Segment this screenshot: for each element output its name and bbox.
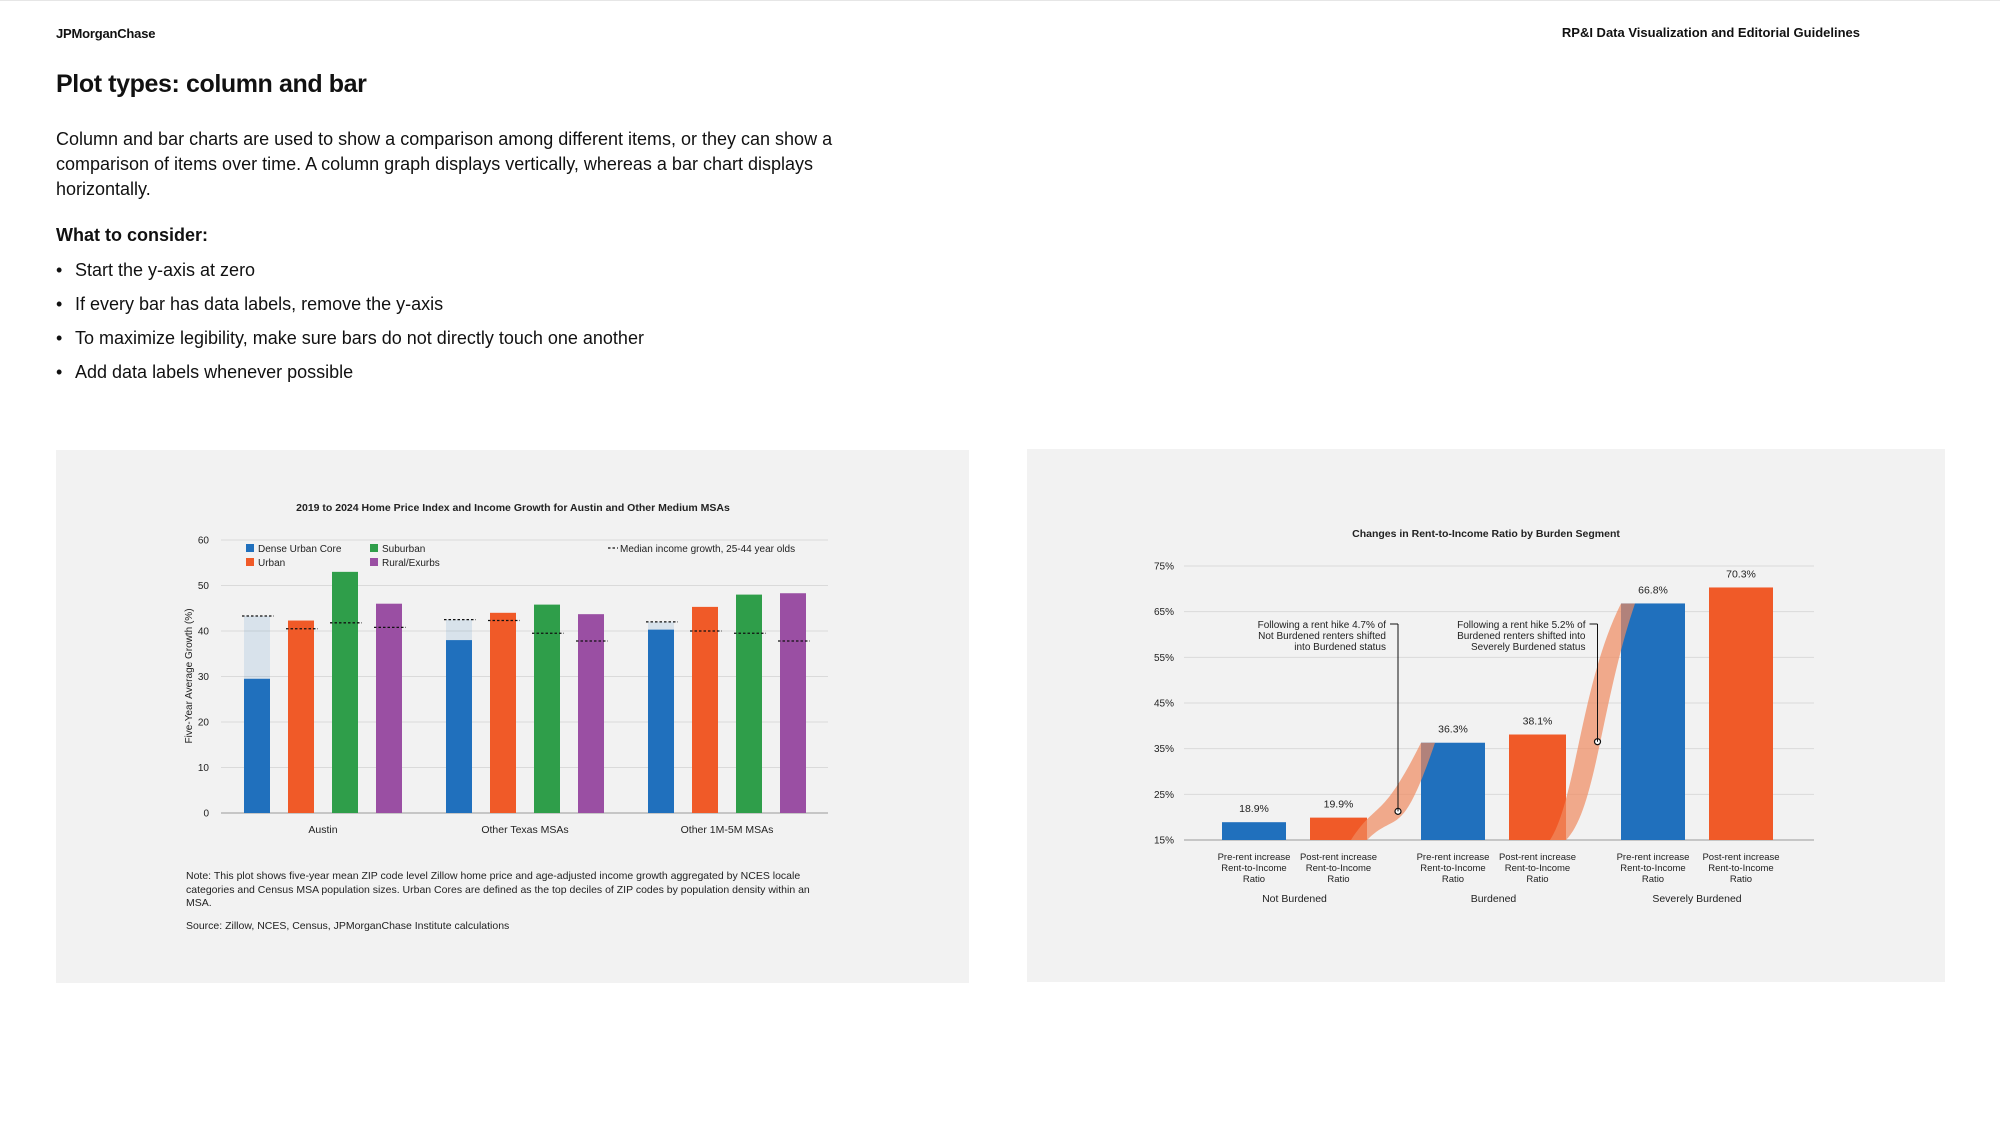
y-tick-label: 0 xyxy=(203,808,209,820)
x-category-label: Other Texas MSAs xyxy=(481,824,569,836)
data-bar xyxy=(244,679,270,813)
y-axis-label: Five-Year Average Growth (%) xyxy=(184,608,195,744)
data-bar xyxy=(376,604,402,813)
y-tick-label: 10 xyxy=(197,763,209,774)
annotation-text: into Burdened status xyxy=(1294,642,1386,653)
chart-rent-to-income xyxy=(1027,449,1945,982)
bar-label: Ratio xyxy=(1441,874,1465,885)
bar-label: Post-rent increase xyxy=(1702,852,1780,863)
data-bar xyxy=(1621,603,1685,840)
consider-heading: What to consider: xyxy=(56,225,208,245)
tip-item: • If every bar has data labels, remove the y-axis xyxy=(56,292,644,326)
bar-label: Ratio xyxy=(1641,874,1665,885)
annotation-text: Following a rent hike 5.2% of xyxy=(1457,620,1586,631)
bar-label: Post-rent increase xyxy=(1498,852,1577,863)
annotation-text: Not Burdened renters shifted xyxy=(1258,631,1386,642)
tip-item: • Start the y-axis at zero xyxy=(56,258,644,292)
data-label: 38.1% xyxy=(1522,715,1553,728)
data-bar xyxy=(446,640,472,813)
top-divider xyxy=(0,0,2000,1)
legend-label: Suburban xyxy=(382,544,426,555)
group-label: Burdened xyxy=(1470,893,1517,905)
data-label: 19.9% xyxy=(1323,798,1354,811)
legend-label: Dense Urban Core xyxy=(258,544,342,555)
data-bar xyxy=(736,595,762,813)
bar-label: Rent-to-Income xyxy=(1708,863,1774,874)
data-bar xyxy=(780,593,806,813)
data-bar xyxy=(288,621,314,813)
bar-label: Ratio xyxy=(1327,874,1350,885)
tips-list xyxy=(56,258,644,394)
group-label: Not Burdened xyxy=(1262,893,1327,905)
data-label: 18.9% xyxy=(1239,803,1269,816)
tip-item: • Add data labels whenever possible xyxy=(56,360,644,394)
legend-swatch xyxy=(246,544,254,552)
y-tick-label: 55% xyxy=(1153,652,1174,664)
y-tick-label: 30 xyxy=(197,672,209,683)
data-bar xyxy=(332,572,358,813)
y-tick-label: 75% xyxy=(1153,561,1174,573)
legend-label: Rural/Exurbs xyxy=(382,558,440,569)
legend-swatch xyxy=(246,558,254,566)
y-tick-label: 20 xyxy=(197,717,209,729)
bar-label: Rent-to-Income xyxy=(1221,863,1287,874)
chart-panel-home-price xyxy=(56,450,969,983)
legend-label: Urban xyxy=(258,558,286,569)
tip-item: • To maximize legibility, make sure bars do not directly touch one another xyxy=(56,326,644,360)
data-bar xyxy=(490,613,516,813)
data-bar xyxy=(1421,743,1485,840)
bar-label: Rent-to-Income xyxy=(1620,863,1686,874)
legend-swatch xyxy=(370,544,378,552)
intro-paragraph: Column and bar charts are used to show a comparison among different items, or they can show a comparison of items over time. A column graph displays vertically, whereas a bar chart displays horizontally. xyxy=(56,129,833,199)
legend-swatch xyxy=(370,558,378,566)
bar-label: Pre-rent increase xyxy=(1416,852,1490,863)
chart-title: Changes in Rent-to-Income Ratio by Burden Segment xyxy=(1352,528,1620,540)
y-tick-label: 15% xyxy=(1153,835,1174,847)
data-bar xyxy=(534,605,560,813)
bar-label: Ratio xyxy=(1526,874,1549,885)
page-title: Plot types: column and bar xyxy=(56,70,367,98)
x-category-label: Austin xyxy=(308,824,338,836)
bar-label: Ratio xyxy=(1242,874,1266,885)
chart-panel-rent-to-income xyxy=(1027,449,1945,982)
y-tick-label: 35% xyxy=(1153,744,1174,756)
data-label: 66.8% xyxy=(1638,584,1668,597)
data-label: 70.3% xyxy=(1726,568,1756,581)
x-category-label: Other 1M-5M MSAs xyxy=(680,824,774,836)
chart-note: Note: This plot shows five-year mean ZIP code level Zillow home price and age-adjusted income growth aggregated by NCES locale categories and Census MSA population sizes. Urban Cores are defined as the top deciles of ZIP codes by population density within an MSA. xyxy=(186,870,810,909)
chart-source: Source: Zillow, NCES, Census, JPMorganChase Institute calculations xyxy=(186,920,510,932)
document-title: RP&I Data Visualization and Editorial Guidelines xyxy=(1561,25,1860,40)
data-bar xyxy=(1709,587,1773,840)
bar-label: Pre-rent increase xyxy=(1616,852,1690,863)
bar-label: Rent-to-Income xyxy=(1420,863,1486,874)
bar-label: Pre-rent increase xyxy=(1217,852,1291,863)
group-label: Severely Burdened xyxy=(1652,893,1742,905)
bar-label: Ratio xyxy=(1729,874,1753,885)
annotation-text: Severely Burdened status xyxy=(1470,642,1586,653)
bar-label: Post-rent increase xyxy=(1299,852,1378,863)
chart-title: 2019 to 2024 Home Price Index and Income Growth for Austin and Other Medium MSAs xyxy=(296,502,730,514)
brand-logo-text: JPMorganChase xyxy=(56,26,156,41)
bar-label: Rent-to-Income xyxy=(1305,863,1372,874)
y-tick-label: 45% xyxy=(1153,698,1174,710)
y-tick-label: 40 xyxy=(197,626,209,638)
data-bar xyxy=(1509,735,1566,840)
y-tick-label: 50 xyxy=(197,581,209,592)
y-tick-label: 25% xyxy=(1153,789,1174,801)
data-bar xyxy=(578,614,604,813)
y-tick-label: 65% xyxy=(1153,607,1174,619)
data-label: 36.3% xyxy=(1438,723,1468,736)
bar-label: Rent-to-Income xyxy=(1504,863,1571,874)
y-tick-label: 60 xyxy=(197,535,209,547)
annotation-text: Burdened renters shifted into xyxy=(1457,631,1586,642)
data-bar xyxy=(692,607,718,813)
annotation-text: Following a rent hike 4.7% of xyxy=(1257,620,1386,631)
data-bar xyxy=(1222,822,1286,840)
data-bar xyxy=(648,630,674,813)
legend-label: Median income growth, 25-44 year olds xyxy=(620,544,796,555)
